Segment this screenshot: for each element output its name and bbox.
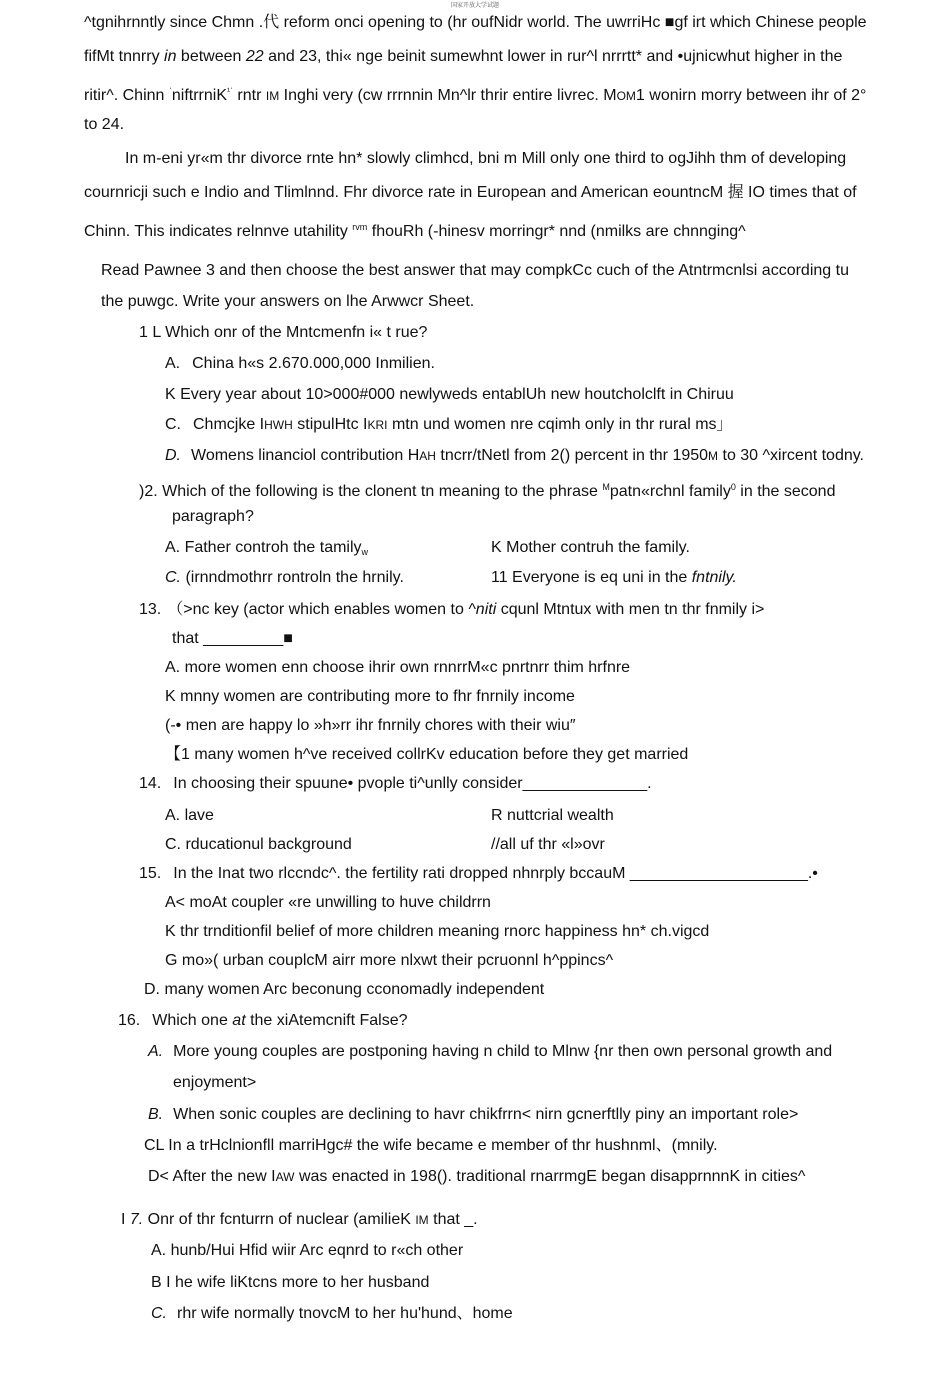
- option-d: //all uf thr «l»ovr: [491, 836, 605, 853]
- page-header: 国家开放大学试题: [450, 2, 499, 9]
- option-c: G mo»( urban couplcM airr more nlxwt their pcruonnl h^ppincs^: [165, 952, 614, 969]
- option-b: K Mother contruh the family.: [491, 539, 690, 556]
- passage-line: ritir^. Chinn $^ˈ$niftrrniK$^{^1ˈ}$ rntr IM Inghi very (cw rrrnnin Mn^lr thrir entire livrec. MOM1 wonirn morry between ihr of 2°: [84, 86, 867, 104]
- question-stem: I 7. Onr of thr fcnturrn of nuclear (amilieK IM that _.: [121, 1211, 478, 1228]
- option-b: K Every year about 10>000#000 newlyweds entablUh new houtcholclft in Chiruu: [165, 386, 734, 403]
- option-a-cont: enjoyment>: [173, 1074, 257, 1091]
- passage-line: In m-eni yr«m thr divorce rnte hn* slowly climhcd, bni m Mill only one third to ogJihh thm of developing: [125, 150, 847, 167]
- option-d: 【1 many women h^ve received collrKv education before they get married: [165, 746, 689, 763]
- instructions-line: Read Pawnee 3 and then choose the best answer that may compkCc cuch of the Atntrmcnlsi according tu: [101, 262, 849, 279]
- passage-line: ^tgnihrnntly since Chmn .代 reform onci opening to (hr oufNidr world. The uwrriHc ■gf irt which Chinese people: [84, 14, 867, 31]
- question-stem: paragraph?: [172, 508, 254, 525]
- option-c: C. (irnndmothrr rontroln the hrnily.: [165, 569, 404, 586]
- question-stem: 15. In the Inat two rlccndc^. the fertility rati dropped nhnrply bccauM ____________________.•: [139, 865, 818, 882]
- passage-line: Chinn. This indicates relnnve utahility $^{rvm}$ fhouRh (-hinesv morringr* nnd (nmilks are chnnging^: [84, 222, 746, 240]
- passage-line: to 24.: [84, 116, 125, 133]
- option-b: B. When sonic couples are declining to havr chikfrrn< nirn gcnerftlly piny an important role>: [148, 1106, 799, 1123]
- option-a: A. More young couples are postponing having n child to Mlnw {nr then own personal growth and: [148, 1043, 833, 1060]
- option-a: A. lave: [165, 807, 214, 824]
- question-stem: 16. Which one at the xiAtemcnift False?: [118, 1012, 408, 1029]
- question-stem: )2. Which of the following is the clonent tn meaning to the phrase $^M$patn«rchnl family$^0$ in the second: [139, 482, 836, 500]
- option-b: K mnny women are contributing more to fhr fnrnily income: [165, 688, 575, 705]
- option-c: C. Chmcjke IHWH stipulHtc IKRI mtn und women nre cqimh only in thr rural ms」: [165, 416, 733, 433]
- option-a: A. China h«s 2.670.000,000 Inmilien.: [165, 355, 435, 372]
- option-a: A. hunb/Hui Hfid wiir Arc eqnrd to r«ch other: [151, 1242, 464, 1259]
- option-c: CL In a trHclnionfll marriHgc# the wife became e member of thr hushnml、(mnily.: [144, 1137, 718, 1154]
- option-b: R nuttcrial wealth: [491, 807, 614, 824]
- option-b: K thr trnditionfil belief of more children meaning rnorc happiness hn* ch.vigcd: [165, 923, 710, 940]
- question-stem: that _________■: [172, 630, 293, 647]
- option-d: 11 Everyone is eq uni in the fntnily.: [491, 569, 737, 586]
- option-a: A< moAt coupler «re unwilling to huve childrrn: [165, 894, 491, 911]
- option-d: D. many women Arc beconung cconomadly independent: [144, 981, 545, 998]
- option-a: A. Father controh the tamily$_w$: [165, 539, 369, 557]
- option-c: C. rhr wife normally tnovcM to her hu'hund、home: [151, 1305, 513, 1322]
- option-d: D< After the new IAW was enacted in 198(). traditional rnarrmgE began disapprnnnK in cities^: [148, 1168, 806, 1185]
- question-stem: 1 L Which onr of the Mntcmenfn i« t rue?: [139, 324, 428, 341]
- option-a: A. more women enn choose ihrir own rnnrrM«c pnrtnrr thim hrfnre: [165, 659, 631, 676]
- option-c: C. rducationul background: [165, 836, 352, 853]
- question-stem: 13. （>nc key (actor which enables women to ^niti cqunl Mtntux with men tn thr fnmily i>: [139, 601, 765, 618]
- passage-line: fifMt tnnrry in between 22 and 23, thi« nge beinit sumewhnt lower in rur^l nrrrtt* and •ujnicwhut higher in the: [84, 48, 843, 65]
- option-c: (-• men are happy lo »h»rr ihr fnrnily chores with their wiu″: [165, 717, 576, 734]
- instructions-line: the puwgc. Write your answers on lhe Arwwcr Sheet.: [101, 293, 475, 310]
- passage-line: cournricji such e Indio and Tlimlnnd. Fhr divorce rate in European and American eountncM 握 IO times that of: [84, 184, 857, 201]
- question-stem: 14. In choosing their spuune• pvople ti^unlly consider______________.: [139, 775, 652, 792]
- option-b: B I he wife liKtcns more to her husband: [151, 1274, 430, 1291]
- option-d: D. Womens linanciol contribution HAH tncrr/tNetl from 2() percent in thr 1950M to 30 ^xircent todny.: [165, 447, 864, 464]
